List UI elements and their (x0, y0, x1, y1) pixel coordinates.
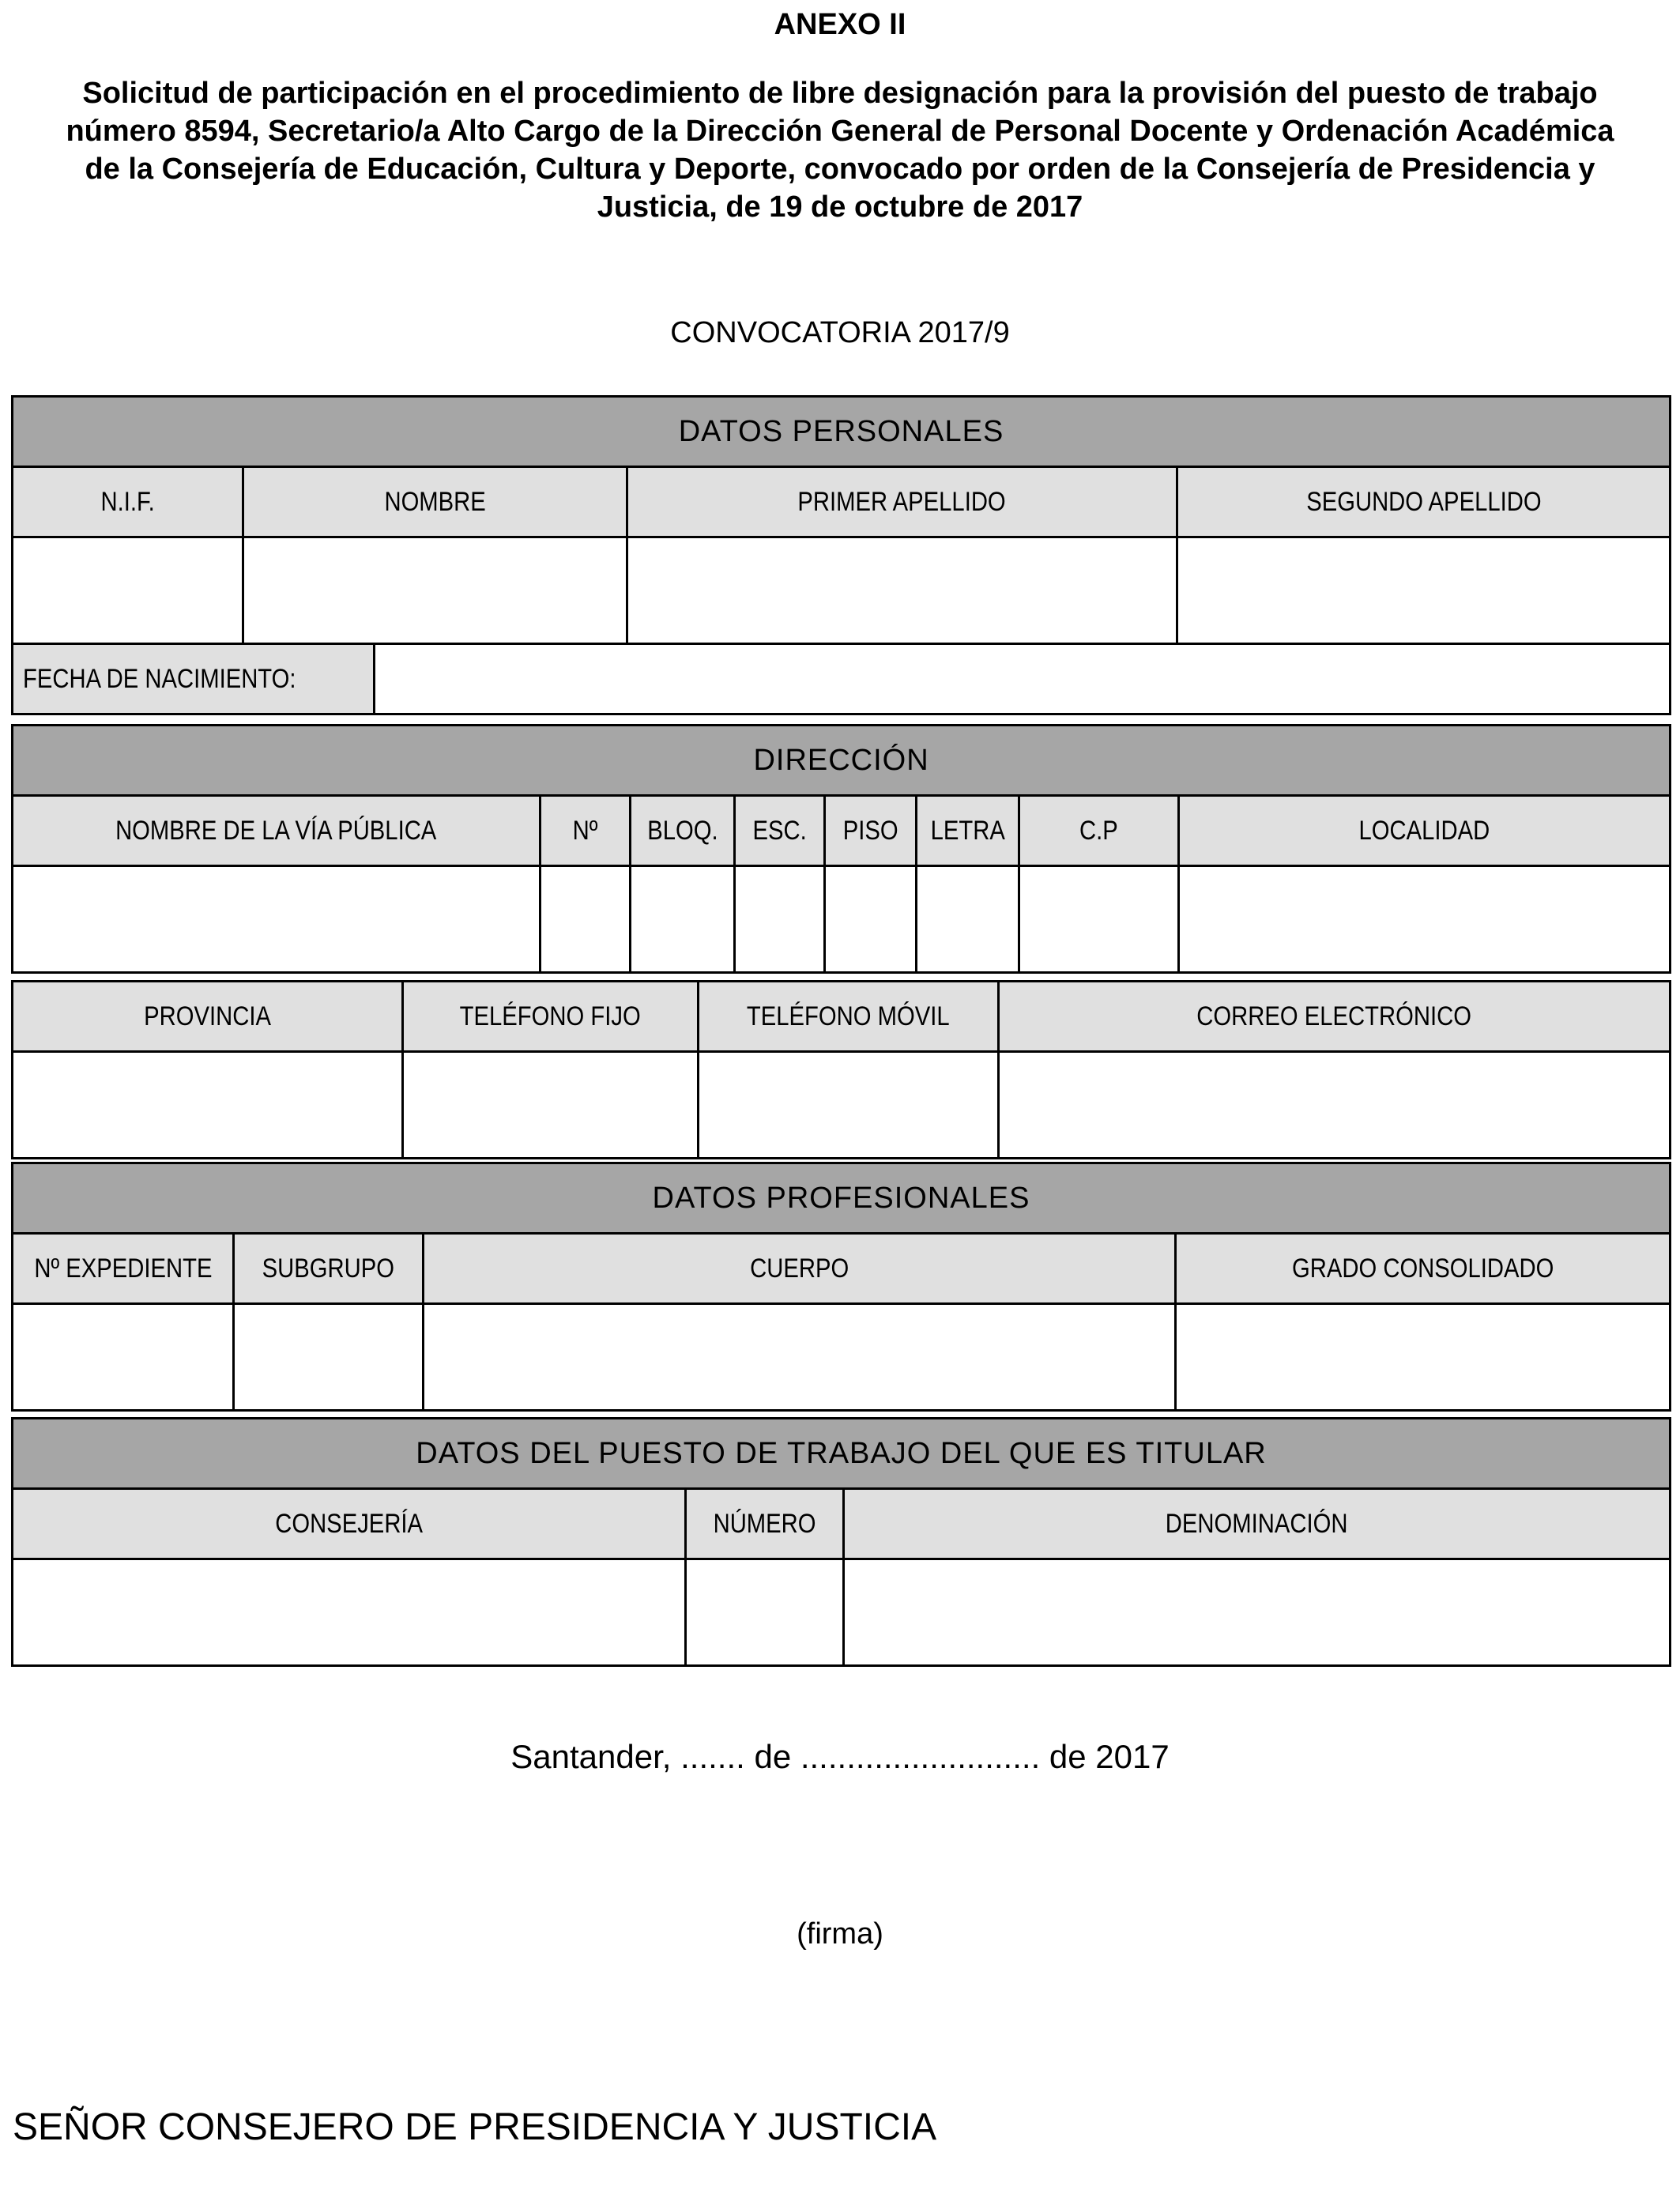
piso-field[interactable] (825, 866, 917, 973)
expediente-label: Nº EXPEDIENTE (13, 1234, 234, 1304)
cp-label: C.P (1019, 796, 1179, 866)
section-header-professional: DATOS PROFESIONALES (13, 1163, 1671, 1234)
signature-label: (firma) (797, 1917, 883, 1951)
addressee: SEÑOR CONSEJERO DE PRESIDENCIA Y JUSTICIA (13, 2106, 937, 2148)
convocatoria-label: CONVOCATORIA 2017/9 (670, 316, 1010, 349)
subtitle-line: Solicitud de participación en el procedimiento de libre designación para la provisión del puesto de trabajo (82, 77, 1598, 110)
denominacion-field[interactable] (844, 1559, 1671, 1666)
personal-data-table (11, 395, 1671, 715)
localidad-field[interactable] (1179, 866, 1671, 973)
escalera-field[interactable] (735, 866, 825, 973)
correo-label: CORREO ELECTRÓNICO (999, 982, 1671, 1052)
subgrupo-field[interactable] (234, 1304, 424, 1411)
letra-field[interactable] (917, 866, 1019, 973)
grado-label: GRADO CONSOLIDADO (1176, 1234, 1671, 1304)
segundo-apellido-field[interactable] (1177, 537, 1671, 644)
segundo-apellido-label: SEGUNDO APELLIDO (1177, 467, 1671, 537)
subtitle-line: número 8594, Secretario/a Alto Cargo de la Dirección General de Personal Docente y Ordenación Académica (66, 115, 1614, 148)
localidad-label: LOCALIDAD (1179, 796, 1671, 866)
section-header-address: DIRECCIÓN (13, 726, 1671, 796)
cp-field[interactable] (1019, 866, 1179, 973)
primer-apellido-label: PRIMER APELLIDO (627, 467, 1177, 537)
subtitle-line: de la Consejería de Educación, Cultura y Deporte, convocado por orden de la Consejería de Presidencia y (85, 153, 1595, 186)
telefono-fijo-field[interactable] (403, 1052, 699, 1159)
letra-label: LETRA (917, 796, 1019, 866)
bloque-field[interactable] (631, 866, 735, 973)
correo-field[interactable] (999, 1052, 1671, 1159)
annex-title: ANEXO II (774, 8, 906, 41)
place-date-line: Santander, ....... de .......................... de 2017 (510, 1738, 1170, 1775)
cuerpo-label: CUERPO (424, 1234, 1176, 1304)
subtitle-line: Justicia, de 19 de octubre de 2017 (597, 190, 1083, 224)
via-label: NOMBRE DE LA VÍA PÚBLICA (13, 796, 541, 866)
section-header-personal: DATOS PERSONALES (13, 397, 1671, 467)
bloque-label: BLOQ. (631, 796, 735, 866)
escalera-label: ESC. (735, 796, 825, 866)
job-numero-field[interactable] (686, 1559, 844, 1666)
subgrupo-label: SUBGRUPO (234, 1234, 424, 1304)
nif-label: N.I.F. (13, 467, 243, 537)
consejeria-field[interactable] (13, 1559, 686, 1666)
provincia-field[interactable] (13, 1052, 403, 1159)
fecha-nacimiento-field[interactable] (375, 644, 1671, 714)
nif-field[interactable] (13, 537, 243, 644)
telefono-movil-label: TELÉFONO MÓVIL (699, 982, 999, 1052)
nombre-label: NOMBRE (243, 467, 627, 537)
job-table (11, 1417, 1671, 1667)
job-numero-label: NÚMERO (686, 1489, 844, 1559)
cuerpo-field[interactable] (424, 1304, 1176, 1411)
nombre-field[interactable] (243, 537, 627, 644)
document-subtitle (16, 74, 1664, 226)
grado-field[interactable] (1176, 1304, 1671, 1411)
address-table (11, 724, 1671, 974)
expediente-field[interactable] (13, 1304, 234, 1411)
professional-table (11, 1162, 1671, 1412)
contact-table (11, 980, 1671, 1159)
via-field[interactable] (13, 866, 541, 973)
consejeria-label: CONSEJERÍA (13, 1489, 686, 1559)
section-header-job: DATOS DEL PUESTO DE TRABAJO DEL QUE ES TITULAR (13, 1419, 1671, 1489)
numero-label: Nº (541, 796, 631, 866)
piso-label: PISO (825, 796, 917, 866)
telefono-fijo-label: TELÉFONO FIJO (403, 982, 699, 1052)
telefono-movil-field[interactable] (699, 1052, 999, 1159)
denominacion-label: DENOMINACIÓN (844, 1489, 1671, 1559)
numero-field[interactable] (541, 866, 631, 973)
primer-apellido-field[interactable] (627, 537, 1177, 644)
provincia-label: PROVINCIA (13, 982, 403, 1052)
fecha-nacimiento-label: FECHA DE NACIMIENTO: (13, 644, 375, 714)
